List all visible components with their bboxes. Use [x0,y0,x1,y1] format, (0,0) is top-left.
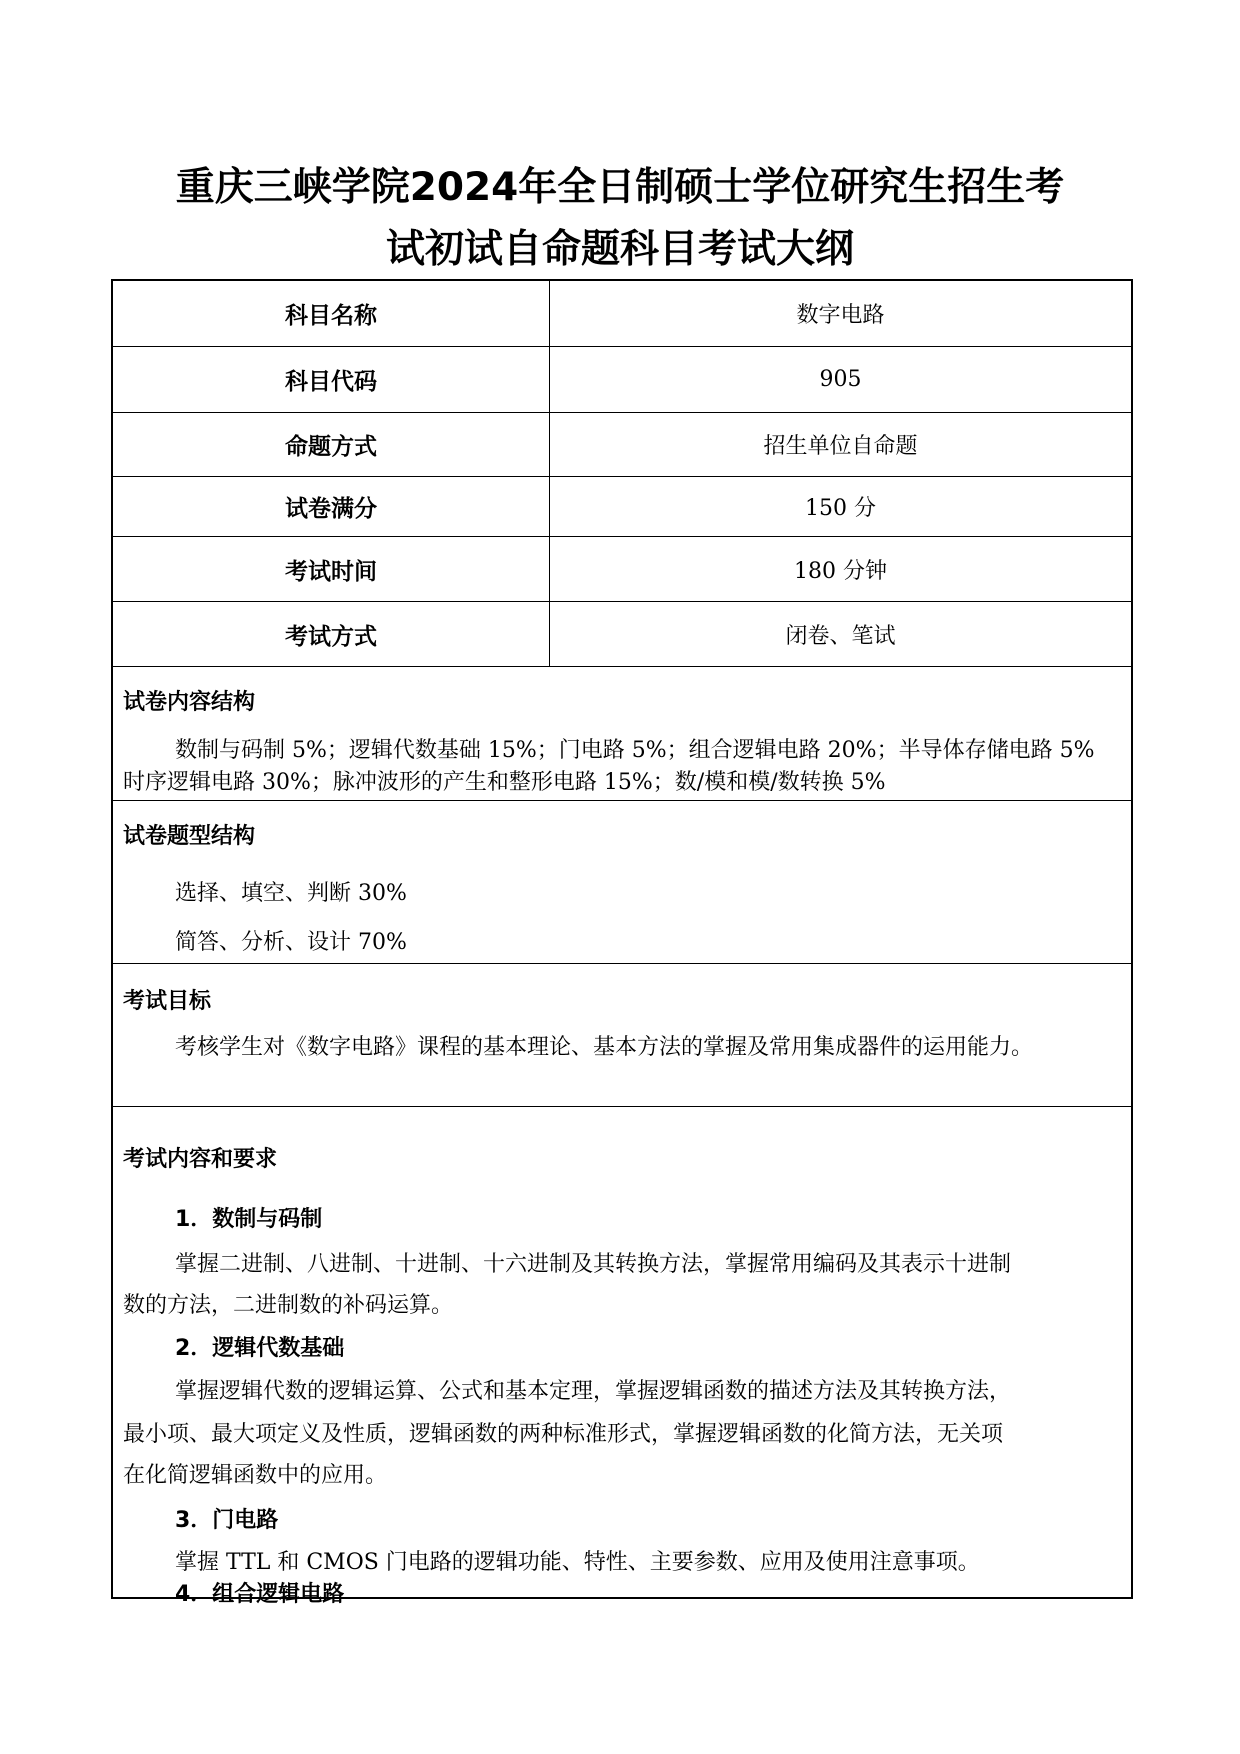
section-heading: 考试目标 [123,989,212,1014]
info-value: 数字电路 [796,303,885,328]
subsection-title: 1．数制与码制 [175,1207,323,1232]
paragraph-line: 掌握逻辑代数的逻辑运算、公式和基本定理，掌握逻辑函数的描述方法及其转换方法， [175,1379,1012,1404]
paragraph-line: 在化简逻辑函数中的应用。 [123,1463,388,1488]
info-label: 命题方式 [113,413,550,476]
section-heading: 试卷题型结构 [123,824,256,849]
paragraph-line: 数的方法，二进制数的补码运算。 [123,1293,454,1318]
info-label: 科目代码 [113,347,550,412]
info-row-subject-code [113,347,1131,413]
paragraph-line: 时序逻辑电路 30%；脉冲波形的产生和整形电路 15%；数/模和模/数转换 5% [123,770,886,795]
info-value: 905 [819,367,862,392]
info-value: 招生单位自命题 [763,434,918,459]
list-item: 简答、分析、设计 70% [175,930,407,955]
info-value: 闭卷、笔试 [785,623,896,649]
info-label: 试卷满分 [113,477,550,536]
section-exam-goal [113,964,1131,1107]
document-title-line-2: 试初试自命题科目考试大纲 [385,227,854,272]
info-label: 考试方式 [113,602,550,666]
section-heading: 试卷内容结构 [123,690,256,715]
section-content-structure [113,667,1131,801]
section-heading: 考试内容和要求 [123,1147,278,1172]
paragraph-line: 最小项、最大项定义及性质，逻辑函数的两种标准形式，掌握逻辑函数的化简方法，无关项 [123,1422,1004,1447]
list-item: 选择、填空、判断 30% [175,881,407,906]
info-label: 科目名称 [113,281,550,346]
paragraph-line: 数制与码制 5%；逻辑代数基础 15%；门电路 5%；组合逻辑电路 20%；半导体存储电路 5% [175,738,1095,763]
subsection-title: 2．逻辑代数基础 [175,1336,345,1361]
section-question-structure [113,801,1131,964]
paragraph-line: 考核学生对《数字电路》课程的基本理论、基本方法的掌握及常用集成器件的运用能力。 [175,1035,1034,1060]
subsection-title: 3．门电路 [175,1508,279,1533]
syllabus-table [111,279,1133,1607]
info-value: 180 分钟 [794,558,887,584]
info-row-question-method [113,413,1131,477]
subsection-title: 4．组合逻辑电路 [175,1582,345,1607]
info-row-exam-time [113,537,1131,602]
paragraph-line: 掌握 TTL 和 CMOS 门电路的逻辑功能、特性、主要参数、应用及使用注意事项。 [175,1550,980,1575]
info-row-exam-method [113,602,1131,667]
document-title-line-1: 重庆三峡学院2024年全日制硕士学位研究生招生考 [175,165,1065,210]
info-row-full-score [113,477,1131,537]
section-requirements [113,1107,1131,1607]
info-row-subject-name [113,281,1131,347]
info-value: 150 分 [805,496,876,521]
paragraph-line: 掌握二进制、八进制、十进制、十六进制及其转换方法，掌握常用编码及其表示十进制 [175,1252,1012,1277]
info-label: 考试时间 [113,537,550,601]
